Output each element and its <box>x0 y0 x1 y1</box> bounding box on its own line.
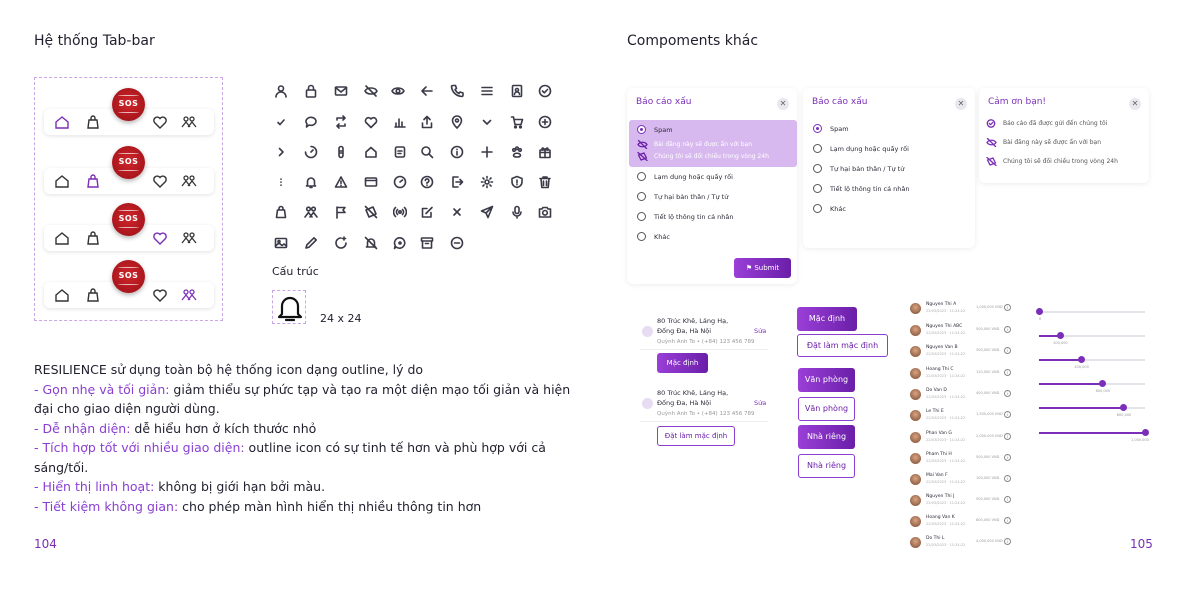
thanks-line: Bài đăng này sẽ được ẩn với bạn <box>986 137 1101 149</box>
chat-add-icon <box>334 235 348 249</box>
report-option[interactable]: Lạm dụng hoặc quấy rối <box>813 143 909 155</box>
mail-icon <box>334 83 348 97</box>
edit-address-link[interactable]: Sửa <box>754 399 767 407</box>
bag-icon[interactable] <box>85 287 101 303</box>
info-icon[interactable]: i <box>1004 496 1011 503</box>
home-icon[interactable] <box>54 287 70 303</box>
close-x-icon <box>450 204 464 218</box>
page-number-right: 105 <box>1130 537 1153 551</box>
thanks-line: Chúng tôi sẽ đối chiếu trong vòng 24h <box>986 156 1118 168</box>
donor-amount: 2,000,000 VND <box>976 434 1003 438</box>
house-icon <box>364 144 378 158</box>
donor-name: Do Thi L <box>926 536 945 541</box>
amount-slider[interactable] <box>1039 432 1149 442</box>
gauge-icon <box>393 174 407 188</box>
community-icon[interactable] <box>181 173 197 189</box>
timer-icon <box>304 144 318 158</box>
chat-bubble-icon <box>393 235 407 249</box>
slider-value-label: 200,000 <box>1053 341 1068 345</box>
icon-size-label: 24 x 24 <box>320 312 362 325</box>
location-pin-icon <box>450 114 464 128</box>
heart-icon[interactable] <box>152 114 168 130</box>
slider-handle[interactable] <box>1142 429 1149 436</box>
paragraph-item: - Gọn nhẹ và tối giản: giảm thiểu sự phức tạp và tạo ra một diện mạo tối giản và hiện đại cho giao diện người dùng. <box>34 381 571 416</box>
set-default-button[interactable]: Đặt làm mặc định <box>657 426 735 446</box>
donor-row[interactable] <box>910 368 1010 380</box>
info-icon <box>450 144 464 158</box>
thanks-line: Báo cáo đã được gửi đến chúng tôi <box>986 118 1107 130</box>
avatar <box>910 346 921 357</box>
chat-icon <box>304 114 318 128</box>
donor-amount: 800,000 VND <box>976 518 1000 522</box>
trash-icon <box>538 174 552 188</box>
repeat-icon <box>334 114 348 128</box>
avatar <box>910 410 921 421</box>
donor-name: Phan Van G <box>926 431 952 436</box>
info-icon[interactable]: i <box>1004 517 1011 524</box>
community-icon[interactable] <box>181 114 197 130</box>
report-option-spam[interactable]: Spam <box>637 124 673 136</box>
paragraph-item: - Dễ nhận diện: dễ hiểu hơn ở kích thước nhỏ <box>34 420 317 436</box>
donor-name: Hoang Thi C <box>926 367 954 372</box>
donor-date: 22/03/2023 · 11:24:22 <box>926 501 966 505</box>
slider-value-label: 1,000,000 <box>1131 438 1149 442</box>
settings-gear-icon <box>480 174 494 188</box>
eye-off-icon <box>637 140 648 149</box>
donor-row[interactable] <box>910 303 1010 315</box>
heart-icon[interactable] <box>152 173 168 189</box>
avatar <box>910 389 921 400</box>
camera-icon <box>538 204 552 218</box>
slider-fill <box>1039 432 1145 434</box>
bag-outline-icon <box>274 204 288 218</box>
flag-icon <box>334 204 348 218</box>
report-option-spam[interactable]: Spam <box>813 123 849 135</box>
report-option[interactable]: Tiết lộ thông tin cá nhân <box>637 211 734 223</box>
sos-button[interactable]: SOS <box>112 146 145 179</box>
heart-icon[interactable] <box>152 287 168 303</box>
donor-amount: 4,000,000 VND <box>976 539 1003 543</box>
sos-button[interactable]: SOS <box>112 88 145 121</box>
structure-label: Cấu trúc <box>272 265 319 278</box>
amount-slider[interactable] <box>1039 407 1145 417</box>
donor-date: 22/03/2023 · 11:24:22 <box>926 416 966 420</box>
donor-name: Do Van D <box>926 388 947 393</box>
default-button-filled[interactable]: Mặc định <box>797 307 857 331</box>
plus-circle-icon <box>538 114 552 128</box>
cart-icon <box>510 114 524 128</box>
donor-amount: 500,000 VND <box>976 497 1000 501</box>
donor-date: 22/03/2023 · 11:24:22 <box>926 543 966 547</box>
set-default-button-outline[interactable]: Đặt làm mặc định <box>797 334 888 357</box>
minus-circle-icon <box>450 235 464 249</box>
donor-row[interactable] <box>910 325 1010 337</box>
info-icon[interactable]: i <box>1004 347 1011 354</box>
donor-amount: 100,000 VND <box>976 476 1000 480</box>
address-block: 80 Trúc Khê, Láng Hạ, Đống Đa, Hà Nội Quỳnh Anh To • (+84) 123 456 789 <box>657 317 755 345</box>
submit-button[interactable]: ⚑ Submit <box>734 258 791 278</box>
card-title: Cảm ơn bạn! <box>988 97 1047 107</box>
image-icon <box>274 235 288 249</box>
avatar <box>910 516 921 527</box>
slider-fill <box>1039 359 1081 361</box>
report-sub-hidden: Bài đăng này sẽ được ẩn với bạn <box>637 139 752 150</box>
paw-icon <box>510 144 524 158</box>
flag-icon: ⚑ <box>745 264 755 272</box>
donor-row[interactable] <box>910 432 1010 444</box>
slider-fill <box>1039 407 1124 409</box>
report-sub-review: Chúng tôi sẽ đối chiếu trong vòng 24h <box>637 151 769 162</box>
paragraph-item: - Tích hợp tốt với nhiều giao diện: outline icon có sự tinh tế hơn và phù hợp với cả sáng/tối. <box>34 440 546 475</box>
amount-slider[interactable] <box>1039 335 1145 345</box>
slider-value-label: 0 <box>1039 317 1042 321</box>
donor-name: Hoang Van K <box>926 515 955 520</box>
donor-date: 22/03/2023 · 11:24:22 <box>926 309 966 313</box>
avatar <box>910 303 921 314</box>
report-card-default <box>803 88 975 248</box>
note-icon <box>393 144 407 158</box>
archive-icon <box>420 235 434 249</box>
warning-icon <box>334 174 348 188</box>
donor-date: 22/03/2023 · 11:24:22 <box>926 331 966 335</box>
check-icon <box>274 114 288 128</box>
sos-button[interactable]: SOS <box>112 203 145 236</box>
donor-amount: 300,000 VND <box>976 348 1000 352</box>
components-section-title: Compoments khác <box>627 33 759 49</box>
avatar <box>910 325 921 336</box>
donor-row[interactable] <box>910 389 1010 401</box>
send-icon <box>480 204 494 218</box>
avatar <box>910 495 921 506</box>
close-icon[interactable]: ✕ <box>955 98 967 110</box>
heart-outline-icon <box>364 114 378 128</box>
avatar <box>910 453 921 464</box>
info-icon[interactable]: i <box>1004 304 1011 311</box>
bag-icon[interactable] <box>85 230 101 246</box>
report-option[interactable]: Tự hại bản thân / Tự tử <box>637 191 728 203</box>
page-number-left: 104 <box>34 537 57 551</box>
home-icon[interactable] <box>54 114 70 130</box>
address-radio[interactable] <box>642 398 653 409</box>
check-circle-icon <box>986 119 997 128</box>
arrow-left-icon <box>420 83 434 97</box>
report-card-expanded <box>627 88 797 284</box>
donor-date: 22/03/2023 · 11:24:22 <box>926 395 966 399</box>
slider-handle[interactable] <box>1099 380 1106 387</box>
pencil-icon <box>304 235 318 249</box>
slider-handle[interactable] <box>1057 332 1064 339</box>
eye-off-icon <box>364 83 378 97</box>
menu-icon <box>480 83 494 97</box>
amount-slider[interactable] <box>1039 311 1145 321</box>
report-option[interactable]: Khác <box>637 231 670 243</box>
info-icon[interactable]: i <box>1004 475 1011 482</box>
sos-button[interactable]: SOS <box>112 260 145 293</box>
donor-name: Mai Van F <box>926 473 948 478</box>
logout-icon <box>450 174 464 188</box>
lock-icon <box>304 83 318 97</box>
tabbar-section-title: Hệ thống Tab-bar <box>34 33 155 49</box>
chevron-right-icon <box>274 144 288 158</box>
chevron-down-icon <box>480 114 494 128</box>
bell-off-icon <box>364 235 378 249</box>
card-title: Báo cáo xấu <box>812 97 868 107</box>
address-radio[interactable] <box>642 326 653 337</box>
avatar <box>910 368 921 379</box>
slider-handle[interactable] <box>1036 308 1043 315</box>
donor-name: Nguyen Van B <box>926 345 958 350</box>
report-option[interactable]: Tiết lộ thông tin cá nhân <box>813 183 910 195</box>
donor-name: Nguyen Thi A <box>926 302 957 307</box>
office-button-filled[interactable]: Văn phòng <box>798 368 855 392</box>
avatar <box>910 474 921 485</box>
slider-value-label: 400,000 <box>1074 365 1089 369</box>
donor-row[interactable] <box>910 346 1010 358</box>
address-block: 80 Trúc Khê, Láng Hạ, Đống Đa, Hà Nội Quỳnh Anh To • (+84) 123 456 789 <box>657 389 755 417</box>
bag-icon[interactable] <box>85 173 101 189</box>
donor-date: 22/03/2023 · 11:24:22 <box>926 352 966 356</box>
paragraph-item: - Tiết kiệm không gian: cho phép màn hình hiển thị nhiều thông tin hơn <box>34 498 482 514</box>
donor-name: Le Thi E <box>926 409 944 414</box>
info-icon[interactable]: i <box>1004 454 1011 461</box>
people-icon <box>304 204 318 218</box>
close-icon[interactable]: ✕ <box>777 98 789 110</box>
paragraph-intro: RESILIENCE sử dụng toàn bộ hệ thống icon dạng outline, lý do <box>34 362 424 377</box>
donor-row[interactable] <box>910 410 1010 422</box>
hide-post-icon <box>986 157 997 166</box>
slider-handle[interactable] <box>1120 404 1127 411</box>
home-button-outline[interactable]: Nhà riêng <box>798 454 855 478</box>
eye-off-icon <box>986 138 997 147</box>
donor-row[interactable] <box>910 495 1010 507</box>
broadcast-icon <box>393 204 407 218</box>
donor-amount: 120,000 VND <box>976 370 1000 374</box>
tabbar-frame <box>34 77 223 321</box>
help-circle-icon <box>420 174 434 188</box>
community-icon[interactable] <box>181 287 197 303</box>
info-icon[interactable]: i <box>1004 369 1011 376</box>
divider <box>640 349 768 350</box>
slider-value-label: 600,000 <box>1095 389 1111 393</box>
donor-row[interactable] <box>910 453 1010 465</box>
donor-row[interactable] <box>910 474 1010 486</box>
community-icon[interactable] <box>181 230 197 246</box>
close-icon[interactable]: ✕ <box>1129 98 1141 110</box>
slider-value-label: 800,000 <box>1116 413 1132 417</box>
amount-slider[interactable] <box>1039 383 1145 393</box>
search-icon <box>420 144 434 158</box>
info-icon[interactable]: i <box>1004 538 1011 545</box>
microphone-icon <box>510 204 524 218</box>
donor-amount: 1,500,000 VND <box>976 412 1003 416</box>
home-button-filled[interactable]: Nhà riêng <box>798 425 855 449</box>
info-icon[interactable]: i <box>1004 390 1011 397</box>
user-icon <box>274 83 288 97</box>
share-upload-icon <box>420 114 434 128</box>
donor-date: 22/03/2023 · 11:24:22 <box>926 374 966 378</box>
donor-date: 22/03/2023 · 11:24:22 <box>926 438 966 442</box>
office-button-outline[interactable]: Văn phòng <box>798 397 855 421</box>
info-icon[interactable]: i <box>1004 433 1011 440</box>
home-icon[interactable] <box>54 230 70 246</box>
bandage-icon <box>334 144 348 158</box>
report-option[interactable]: Lạm dụng hoặc quấy rối <box>637 171 733 183</box>
icon-rationale-paragraph <box>34 360 574 516</box>
gift-icon <box>538 144 552 158</box>
donor-row[interactable] <box>910 516 1010 528</box>
report-option[interactable]: Khác <box>813 203 846 215</box>
phone-icon <box>450 83 464 97</box>
donor-date: 22/03/2023 · 11:24:22 <box>926 480 966 484</box>
donor-amount: 500,000 VND <box>976 455 1000 459</box>
plus-icon <box>480 144 494 158</box>
home-icon[interactable] <box>54 173 70 189</box>
donor-amount: 500,000 VND <box>976 327 1000 331</box>
hide-post-icon <box>364 204 378 218</box>
info-icon[interactable]: i <box>1004 411 1011 418</box>
donor-date: 22/03/2023 · 11:24:22 <box>926 459 966 463</box>
donor-date: 22/03/2023 · 11:24:22 <box>926 522 966 526</box>
avatar <box>910 537 921 548</box>
amount-slider[interactable] <box>1039 359 1145 369</box>
divider <box>640 421 768 422</box>
bar-chart-icon <box>393 114 407 128</box>
edit-square-icon <box>420 204 434 218</box>
slider-handle[interactable] <box>1078 356 1085 363</box>
report-option[interactable]: Tự hại bản thân / Tự tử <box>813 163 904 175</box>
bell-icon <box>273 291 307 325</box>
slider-fill <box>1039 383 1103 385</box>
thanks-card <box>979 88 1149 183</box>
heart-icon[interactable] <box>152 230 168 246</box>
info-icon[interactable]: i <box>1004 326 1011 333</box>
donor-row[interactable] <box>910 537 1010 549</box>
donor-name: Pham Thi H <box>926 452 952 457</box>
credit-card-icon <box>364 174 378 188</box>
shield-icon <box>510 174 524 188</box>
card-title: Báo cáo xấu <box>636 97 692 107</box>
avatar <box>910 432 921 443</box>
edit-address-link[interactable]: Sửa <box>754 327 767 335</box>
bag-icon[interactable] <box>85 114 101 130</box>
check-circle-icon <box>538 83 552 97</box>
default-address-button[interactable]: Mặc định <box>657 353 708 373</box>
eye-icon <box>391 83 405 97</box>
donor-amount: 1,000,000 VND <box>976 305 1003 309</box>
paragraph-item: - Hiển thị linh hoạt: không bị giới hạn bởi màu. <box>34 479 326 494</box>
donor-name: Nguyen Thi ABC <box>926 324 963 329</box>
contact-card-icon <box>510 83 524 97</box>
donor-amount: 400,000 VND <box>976 391 1000 395</box>
hide-post-icon <box>637 152 648 161</box>
donor-name: Nguyen Thi J <box>926 494 955 499</box>
bell-icon <box>304 174 318 188</box>
more-vertical-icon <box>274 174 288 188</box>
bell-structure-frame <box>272 290 306 324</box>
